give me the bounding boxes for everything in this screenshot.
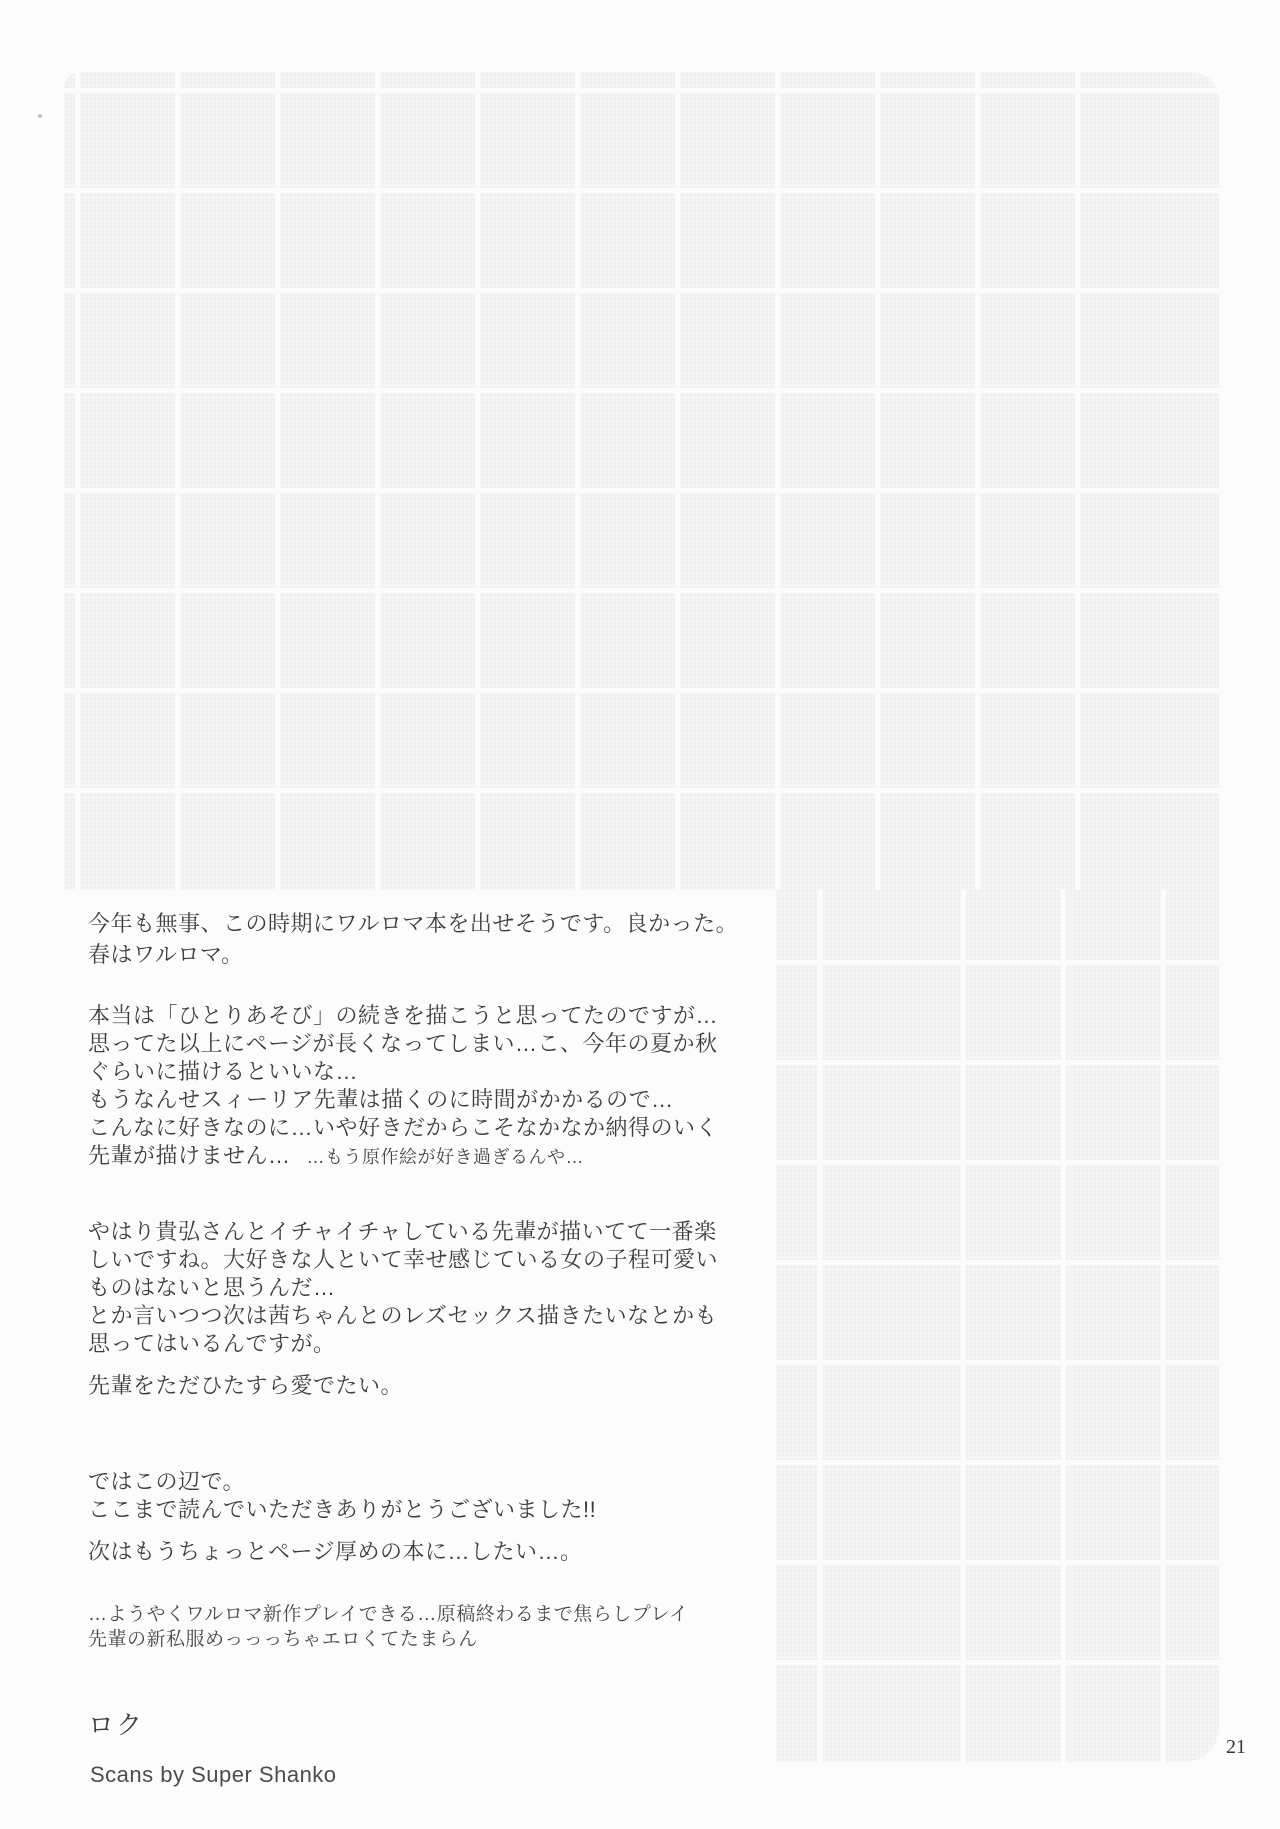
text-line: 思ってた以上にページが長くなってしまい…こ、今年の夏か秋 xyxy=(88,1031,718,1056)
text-line: 先輩の新私服めっっっちゃエロくてたまらん xyxy=(88,1629,478,1650)
text-line xyxy=(88,1142,718,1171)
text-line: 先輩をただひたすら愛でたい。 xyxy=(88,1373,404,1398)
text-line: ではこの辺で。 xyxy=(88,1469,246,1494)
grid-paper-top-panel xyxy=(64,72,1219,890)
text-line: 春はワルロマ。 xyxy=(88,942,244,967)
grid-paper-right-panel xyxy=(776,890,1219,1762)
scan-credit: Scans by Super Shanko xyxy=(90,1762,337,1787)
page-number: 21 xyxy=(1226,1736,1246,1758)
afterword-paragraph-5 xyxy=(88,1468,596,1524)
author-signature: ロク xyxy=(88,1710,145,1740)
text-line: とか言いつつ次は茜ちゃんとのレズセックス描きたいなとかも xyxy=(88,1303,718,1328)
afterword-paragraph-6 xyxy=(88,1538,583,1566)
text-line: 次はもうちょっとページ厚めの本に…したい…。 xyxy=(88,1539,583,1564)
text-line: ぐらいに描けるといいな… xyxy=(88,1059,359,1084)
afterword-paragraph-1 xyxy=(88,908,738,970)
text-line: こんなに好きなのに…いや好きだからこそなかなか納得のいく xyxy=(88,1115,719,1140)
text-line: ものはないと思うんだ… xyxy=(88,1275,336,1300)
text-line: ここまで読んでいただきありがとうございました!! xyxy=(88,1497,597,1522)
afterword-paragraph-2 xyxy=(88,1002,718,1171)
afterword-small-notes xyxy=(88,1602,689,1652)
text-line: しいですね。大好きな人といて幸せ感じている女の子程可愛い xyxy=(88,1247,719,1272)
text-line: やはり貴弘さんとイチャイチャしている先輩が描いてて一番楽 xyxy=(88,1219,717,1244)
afterword-paragraph-4 xyxy=(88,1372,403,1400)
text-segment: 先輩が描けません… xyxy=(88,1143,291,1168)
text-line: 今年も無事、この時期にワルロマ本を出せそうです。良かった。 xyxy=(88,911,739,936)
text-line: もうなんせスィーリア先輩は描くのに時間がかかるので… xyxy=(88,1087,674,1112)
scan-speck xyxy=(38,114,42,118)
small-aside-note: …もう原作絵が好き過ぎるんや… xyxy=(306,1147,585,1167)
text-line: 本当は「ひとりあそび」の続きを描こうと思ってたのですが… xyxy=(88,1003,719,1028)
afterword-paragraph-3 xyxy=(88,1218,718,1358)
text-line: …ようやくワルロマ新作プレイできる…原稿終わるまで焦らしプレイ xyxy=(88,1604,689,1625)
text-line: 思ってはいるんですが。 xyxy=(88,1331,336,1356)
